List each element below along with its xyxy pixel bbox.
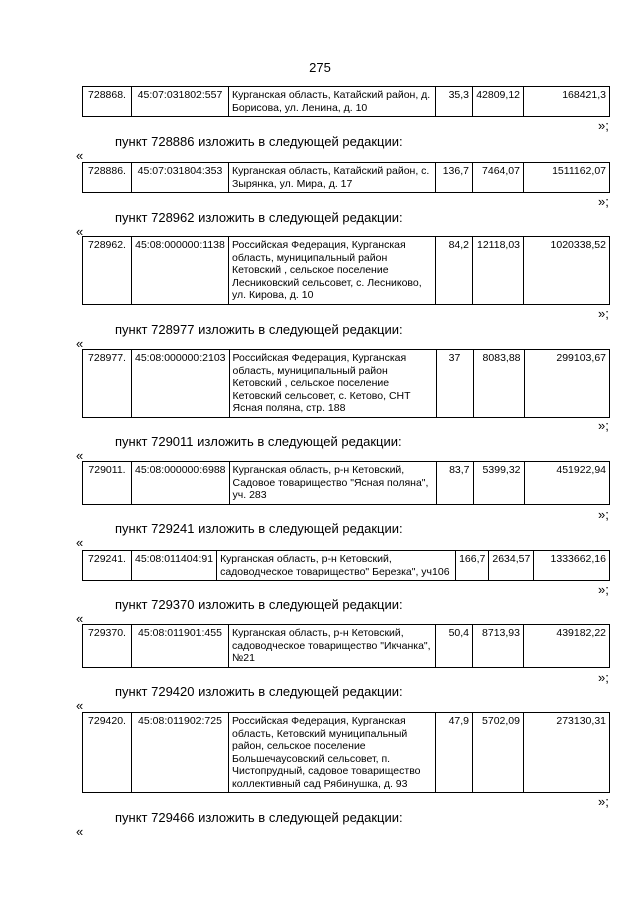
instruction-text: пункт 729370 изложить в следующей редакции:: [115, 597, 403, 612]
address: Курганская область, р-н Кетовский, садоводческое товарищество" Березка", уч106: [217, 551, 456, 581]
closing-quote: »;: [598, 306, 609, 321]
opening-quote: «: [76, 448, 84, 463]
instruction-text: пункт 729241 изложить в следующей редакции:: [115, 521, 403, 536]
opening-quote: «: [76, 698, 84, 713]
area: 50,4: [436, 625, 473, 668]
instruction-text: пункт 728962 изложить в следующей редакции:: [115, 210, 403, 225]
opening-quote: «: [76, 824, 84, 839]
table-row: [83, 163, 610, 193]
table-row: [83, 87, 610, 117]
address: Курганская область, Катайский район, д. Борисова, ул. Ленина, д. 10: [229, 87, 436, 117]
closing-quote: »;: [598, 582, 609, 597]
cadastral-number: 45:07:031804:353: [132, 163, 229, 193]
table-729011: [82, 461, 610, 505]
total: 168421,3: [524, 87, 610, 117]
row-id: 729241.: [83, 551, 132, 581]
instruction-text: пункт 729011 изложить в следующей редакции:: [115, 434, 402, 449]
price: 5702,09: [473, 713, 524, 793]
total: 1020338,52: [524, 237, 610, 305]
table-row: [83, 350, 610, 418]
total: 1511162,07: [524, 163, 610, 193]
table-728962: [82, 236, 610, 305]
price: 5399,32: [473, 462, 524, 505]
price: 2634,57: [489, 551, 534, 581]
area: 37: [436, 350, 473, 418]
total: 439182,22: [524, 625, 610, 668]
area: 84,2: [436, 237, 473, 305]
total: 299103,67: [524, 350, 609, 418]
address: Курганская область, р-н Кетовский, садоводческое товарищество "Икчанка", №21: [229, 625, 436, 668]
row-id: 728977.: [83, 350, 132, 418]
price: 8713,93: [473, 625, 524, 668]
row-id: 728868.: [83, 87, 132, 117]
cadastral-number: 45:08:000000:6988: [132, 462, 230, 505]
cadastral-number: 45:08:011902:725: [132, 713, 229, 793]
price: 7464,07: [473, 163, 524, 193]
table-row: [83, 551, 610, 581]
total: 1333662,16: [534, 551, 610, 581]
address: Курганская область, р-н Кетовский, Садовое товарищество "Ясная поляна", уч. 283: [229, 462, 436, 505]
address: Российская Федерация, Курганская область, муниципальный район Кетовский , сельское поселение Лесниковский сельсовет, с. Лесниково, ул. Кирова, д. 10: [229, 237, 436, 305]
cadastral-number: 45:08:011404:91: [132, 551, 217, 581]
instruction-text: пункт 728886 изложить в следующей редакции:: [115, 134, 403, 149]
table-728886: [82, 162, 610, 193]
area: 136,7: [436, 163, 473, 193]
price: 8083,88: [473, 350, 524, 418]
cadastral-number: 45:08:000000:2103: [132, 350, 230, 418]
instruction-text: пункт 729466 изложить в следующей редакции:: [115, 810, 403, 825]
cadastral-number: 45:08:011901:455: [132, 625, 229, 668]
table-729241: [82, 550, 610, 581]
opening-quote: «: [76, 611, 84, 626]
row-id: 728886.: [83, 163, 132, 193]
table-729370: [82, 624, 610, 668]
opening-quote: «: [76, 148, 84, 163]
address: Российская Федерация, Курганская область, муниципальный район Кетовский , сельское поселение Кетовский сельсовет, с. Кетово, СНТ Ясная поляна, стр. 188: [229, 350, 436, 418]
closing-quote: »;: [598, 418, 609, 433]
closing-quote: »;: [598, 194, 609, 209]
address: Российская Федерация, Курганская область, Кетовский муниципальный район, сельское поселение Большечаусовский сельсовет, п. Чистопрудный, садовое товарищество коллективный сад Рябинушка, д. 93: [229, 713, 436, 793]
opening-quote: «: [76, 224, 84, 239]
table-row: [83, 237, 610, 305]
closing-quote: »;: [598, 670, 609, 685]
closing-quote: »;: [598, 794, 609, 809]
table-729420: [82, 712, 610, 793]
total: 273130,31: [524, 713, 610, 793]
table-728977: [82, 349, 610, 418]
instruction-text: пункт 729420 изложить в следующей редакции:: [115, 684, 403, 699]
area: 166,7: [456, 551, 489, 581]
total: 451922,94: [524, 462, 609, 505]
area: 83,7: [436, 462, 473, 505]
opening-quote: «: [76, 336, 84, 351]
row-id: 729370.: [83, 625, 132, 668]
instruction-text: пункт 728977 изложить в следующей редакции:: [115, 322, 403, 337]
table-728868: [82, 86, 610, 117]
row-id: 728962.: [83, 237, 132, 305]
price: 12118,03: [473, 237, 524, 305]
row-id: 729011.: [83, 462, 132, 505]
price: 42809,12: [473, 87, 524, 117]
area: 35,3: [436, 87, 473, 117]
closing-quote: »;: [598, 118, 609, 133]
table-row: [83, 625, 610, 668]
table-row: [83, 713, 610, 793]
opening-quote: «: [76, 535, 84, 550]
cadastral-number: 45:08:000000:1138: [132, 237, 229, 305]
row-id: 729420.: [83, 713, 132, 793]
area: 47,9: [436, 713, 473, 793]
closing-quote: »;: [598, 507, 609, 522]
cadastral-number: 45:07:031802:557: [132, 87, 229, 117]
page-number: 275: [309, 60, 331, 75]
address: Курганская область, Катайский район, с. Зырянка, ул. Мира, д. 17: [229, 163, 436, 193]
table-row: [83, 462, 610, 505]
